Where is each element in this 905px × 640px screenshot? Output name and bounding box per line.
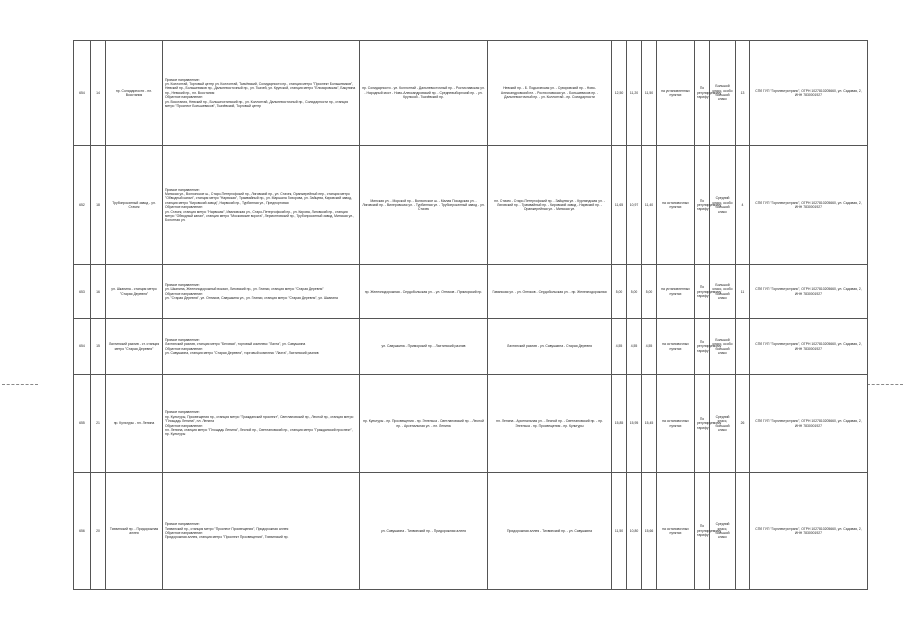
length-backward-cell: 15,95 xyxy=(627,375,642,473)
route-path-cell: Прямое направление: пр. Культуры, Просвещения пр., станция метро "Гражданский проспект", Светлановский пр., Лесной пр., станция метро "Площадь Ленина", пл. Ленина Обратное направление: пл. Ленина, станция метро "Площадь Ленина", Лесной пр., Светлановский пр., станция метро "Гражданский проспект", пр. Культуры xyxy=(163,375,360,473)
vehicle-count-cell: 26 xyxy=(736,375,750,473)
length-backward-cell: 10,97 xyxy=(627,146,642,265)
length-total-cell: 4,55 xyxy=(642,319,657,375)
table-row xyxy=(74,473,868,590)
vehicle-count-cell xyxy=(736,473,750,590)
stops-forward-cell: пр. Культуры - пр. Просвещения - пр. Энгельса - Светлановский пр. - Лесной пр. - Арсенальная ул. - пл. Ленина xyxy=(360,375,488,473)
boarding-mode-cell: на установленных пунктах xyxy=(657,41,695,146)
length-forward-cell: 4,55 xyxy=(612,319,627,375)
margin-dash-left xyxy=(2,384,38,385)
stops-backward-cell: Невский пр. - Б. Подьяческая ул. - Суворовский пр. - Ново-Александровский пл. - Ростиславская ул. - Большевиков пр. - Дальневосточный пр. - ул. Коллонтай - пр. Солидарности xyxy=(488,41,612,146)
route-number-cell: 21 xyxy=(91,375,106,473)
route-name-cell: пр. Культуры - пл. Ленина xyxy=(106,375,163,473)
length-backward-cell: 10,80 xyxy=(627,473,642,590)
fare-type-cell: По регулируемому тарифу xyxy=(695,146,710,265)
route-id-cell: 652 xyxy=(74,146,91,265)
length-total-cell: 11,50 xyxy=(642,41,657,146)
fare-type-cell: По регулируемому тарифу xyxy=(695,265,710,319)
boarding-mode-cell: на остановочных пунктах xyxy=(657,146,695,265)
stops-backward-cell: Придорожная аллея - Тихвинский пр. - ул. Савушкина xyxy=(488,473,612,590)
length-total-cell: 5,00 xyxy=(642,265,657,319)
table-row xyxy=(74,265,868,319)
stops-forward-cell: пр. Железнодорожная - Сердобольская ул. - ул. Оптиков - Приморский пр. xyxy=(360,265,488,319)
margin-dash-right xyxy=(867,384,903,385)
length-backward-cell: 11,20 xyxy=(627,41,642,146)
table-row xyxy=(74,319,868,375)
route-path-cell: Прямое направление: ул. Коллонтай, Торговый центр ул. Коллонтай, Ткачёвский, Солидарности пр., станция метро "Проспект Большевиков", Невский пр., Большевиков пр., Дальневосточный пр., ул. Ткачей, ул. Крупской, станция метро "Елизаровская", Бакунина пр., Невский пр., пл. Восстания Обратное направление: ул. Восстания, Невский пр., Большеохтинский пр., ул. Коллонтай, Дальневосточный пр., Солидарности пр., станция метро "Проспект Большевиков", Ткачёвский, Торговый центр xyxy=(163,41,360,146)
length-backward-cell: 4,55 xyxy=(627,319,642,375)
length-total-cell: 15,66 xyxy=(642,473,657,590)
route-number-cell: 18 xyxy=(91,146,106,265)
carrier-cell: СПб ГУП "Горэлектротранс", ОГРН 1027810205660, ул. Садовая, 2, ИНН 7830001927 xyxy=(750,41,868,146)
fare-type-cell: По регулируемому тарифу xyxy=(695,473,710,590)
vehicle-class-cell: Большой класс, особо большой класс xyxy=(710,41,736,146)
route-number-cell: 16 xyxy=(91,265,106,319)
route-name-cell: Лахтинский разлив - ст. станция метро "Старая Деревня" xyxy=(106,319,163,375)
vehicle-class-cell: Средний класс, особо большой класс xyxy=(710,146,736,265)
boarding-mode-cell: на остановочных пунктах xyxy=(657,319,695,375)
table-row xyxy=(74,146,868,265)
stops-forward-cell: пр. Солидарности - ул. Коллонтай - Дальневосточный пр. - Ростиславская ул. - Народный мост - Ново-Александровский пр. - Средневыборгский пр. - ул. Крупской - Ткачёвский пр. xyxy=(360,41,488,146)
route-name-cell: Тихвинский пр. - Придорожная аллея xyxy=(106,473,163,590)
vehicle-count-cell xyxy=(736,319,750,375)
boarding-mode-cell: на установленных пунктах xyxy=(657,265,695,319)
route-number-cell: 20 xyxy=(91,473,106,590)
carrier-cell: СПб ГУП "Горэлектротранс", ОГРН 1027810205660, ул. Садовая, 2, ИНН 7830001927 xyxy=(750,265,868,319)
carrier-cell: СПб ГУП "Горэлектротранс", ОГРН 1027810205660, ул. Садовая, 2, ИНН 7830001927 xyxy=(750,375,868,473)
route-path-cell: Прямое направление: Лахтинский разлив, станция метро "Беговая", торговый комплекс "Лахта", ул. Савушкина Обратное направление: ул. Савушкина, станция метро "Старая Деревня", торговый комплекс "Лахта", Лахтинский разлив xyxy=(163,319,360,375)
stops-backward-cell: Лахтинский разлив - ул. Савушкина - Старая Деревня xyxy=(488,319,612,375)
length-forward-cell: 5,00 xyxy=(612,265,627,319)
vehicle-class-cell: Большой класс, особо большой класс xyxy=(710,319,736,375)
length-forward-cell: 11,50 xyxy=(612,473,627,590)
boarding-mode-cell: на остановочных пунктах xyxy=(657,375,695,473)
route-id-cell: 656 xyxy=(74,473,91,590)
boarding-mode-cell: на остановочных пунктах xyxy=(657,473,695,590)
stops-backward-cell: Гаванская ул. - ул. Оптиков - Сердобольская ул. - пр. Железнодорожная xyxy=(488,265,612,319)
fare-type-cell: По регулируемому тарифу xyxy=(695,319,710,375)
route-id-cell: 654 xyxy=(74,41,91,146)
route-name-cell: ул. Шкапина - станция метро "Старая Деревня" xyxy=(106,265,163,319)
length-total-cell: 11,40 xyxy=(642,146,657,265)
stops-backward-cell: пл. Стачек - Старо-Петергофский пр. - Зайцева ул. - Курляндская ул. - Лиговский пр. - Трамвайный пр. - Кировский завод - Нарвский пр. - Оранжерейная ул. - Минская ул. xyxy=(488,146,612,265)
vehicle-count-cell: 13 xyxy=(736,41,750,146)
length-forward-cell: 15,85 xyxy=(612,375,627,473)
length-backward-cell: 5,00 xyxy=(627,265,642,319)
vehicle-class-cell: Большой класс, особо большой класс xyxy=(710,265,736,319)
table-row xyxy=(74,375,868,473)
carrier-cell: СПб ГУП "Горэлектротранс", ОГРН 1027810205660, ул. Садовая, 2, ИНН 7830001927 xyxy=(750,319,868,375)
stops-backward-cell: пл. Ленина - Арсенальная ул. - Лесной пр. - Светлановский пр. - пр. Энгельса - пр. Просвещения - пр. Культуры xyxy=(488,375,612,473)
route-id-cell: 655 xyxy=(74,375,91,473)
fare-type-cell: По регулируемому тарифу xyxy=(695,375,710,473)
table-row xyxy=(74,41,868,146)
carrier-cell: СПб ГУП "Горэлектротранс", ОГРН 1027810205660, ул. Садовая, 2, ИНН 7830001927 xyxy=(750,473,868,590)
routes-table xyxy=(73,40,868,590)
length-forward-cell: 12,50 xyxy=(612,41,627,146)
length-total-cell: 15,45 xyxy=(642,375,657,473)
routes-table-body xyxy=(74,41,868,590)
route-name-cell: пр. Солидарности - пл. Восстания xyxy=(106,41,163,146)
route-number-cell: 14 xyxy=(91,41,106,146)
length-forward-cell: 11,65 xyxy=(612,146,627,265)
route-name-cell: Трубопрокатный завод - ул. Стачек xyxy=(106,146,163,265)
route-id-cell: 653 xyxy=(74,265,91,319)
route-path-cell: Прямое направление: Минская ул., Волхонское ш., Старо-Петергофский пр., Лиговский пр., ул. Стачек, Оранжерейный пер., станция метро "Обводный канал", станция метро "Нарвская", Трамвайный пр., ул. Маршала Говорова, ул. Зайцева, Кировский завод, станция метро "Кировский завод", Нарвский пр., Турбинная ул., Предпортовая Обратное направление: ул. Стачек, станция метро "Нарвская", Ивановская ул., Старо-Петергофский пр., ул. Кирова, Лиговский пр., станция метро "Обводный канал", станция метро "Московские ворота", Лермонтовский пр., Трубопрокатный завод, Минская ул., Болотная ул. xyxy=(163,146,360,265)
stops-forward-cell: ул. Савушкина - Тихвинский пр. - Придорожная аллея xyxy=(360,473,488,590)
vehicle-count-cell: 11 xyxy=(736,265,750,319)
fare-type-cell: По регулируемому тарифу xyxy=(695,41,710,146)
stops-forward-cell: Минская ул. - Морской пр. - Волхонское ш. - Малая Посадская ул. - Лиговский пр. - Вилеровская ул. - Турбинная ул. - Трубопрокатный завод - ул. Стачек xyxy=(360,146,488,265)
stops-forward-cell: ул. Савушкина - Приморский пр. - Лахтинский разлив xyxy=(360,319,488,375)
vehicle-class-cell: Средний класс, большой класс xyxy=(710,473,736,590)
carrier-cell: СПб ГУП "Горэлектротранс", ОГРН 1027810205660, ул. Садовая, 2, ИНН 7830001927 xyxy=(750,146,868,265)
vehicle-class-cell: Средний класс, большой класс xyxy=(710,375,736,473)
vehicle-count-cell: 4 xyxy=(736,146,750,265)
route-id-cell: 654 xyxy=(74,319,91,375)
route-number-cell: 15 xyxy=(91,319,106,375)
route-path-cell: Прямое направление: ул. Шкапина, Железнодорожный вокзал, Лиговский пр., ул. Глинки, станция метро "Старая Деревня" Обратное направление: ул. "Старая Деревня", ул. Оптиков, Савушкина ул., ул. Глинки, станция метро "Старая Деревня", ул. Шкапина xyxy=(163,265,360,319)
route-path-cell: Прямое направление: Тихвинский пр., станция метро "Проспект Просвещения", Придорожная аллея Обратное направление: Придорожная аллея, станция метро "Проспект Просвещения", Тихвинский пр. xyxy=(163,473,360,590)
